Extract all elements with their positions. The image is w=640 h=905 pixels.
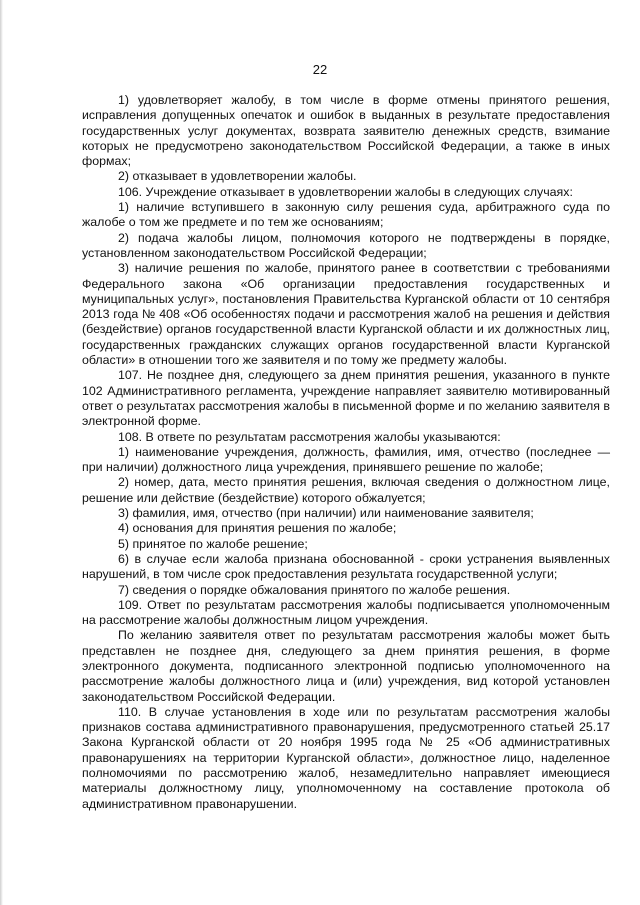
paragraph-106-item-2: 2) подача жалобы лицом, полномочия которого не подтверждены в порядке, установленном законодательством Российской Федерации; [82,230,610,260]
paragraph-106-item-1: 1) наличие вступившего в законную силу решения суда, арбитражного суда по жалобе о том же предмете и по тем же основаниям; [82,200,610,230]
paragraph-108-item-1: 1) наименование учреждения, должность, фамилия, имя, отчество (последнее — при наличии) должностного лица учреждения, принявшего решение по жалобе; [82,444,610,475]
paragraph-105-item-2: 2) отказывает в удовлетворении жалобы. [118,169,357,184]
paragraph-108: 108. В ответе по результатам рассмотрения жалобы указываются: [118,429,501,444]
paragraph-108-item-2: 2) номер, дата, место принятия решения, включая сведения о должностном лице, решение или действие (бездействие) которого обжалуется; [82,475,610,505]
paragraph-108-item-5: 5) принятое по жалобе решение; [118,536,308,551]
paragraph-108-item-6: 6) в случае если жалоба признана обоснованной - сроки устранения выявленных нарушений, в том числе срок предоставления результата государственной услуги; [82,551,610,582]
page-number: 22 [312,62,328,77]
scan-edge-shadow [0,0,3,905]
paragraph-109-electronic: По желанию заявителя ответ по результатам рассмотрения жалобы может быть представлен не позднее дня, следующего за днем принятия решения, в форме электронного документа, подписанного электронной подписью уполномоченного на рассмотрение жалобы должностного лица и (или) учреждения, вид которой установлен законодательством Российской Федерации. [82,628,610,704]
paragraph-110: 110. В случае установления в ходе или по результатам рассмотрения жалобы признаков состава административного правонарушения, предусмотренного статьей 25.17 Закона Курганской области от 20 ноября 1995 года № 25 «Об административных правонарушениях на территории Курганской области», должностное лицо, наделенное полномочиями по рассмотрению жалоб, незамедлительно направляет имеющиеся материалы должностному лицу, уполномоченному на составление протокола об административном правонарушении. [82,704,610,811]
document-body [82,93,610,812]
paragraph-109: 109. Ответ по результатам рассмотрения жалобы подписывается уполномоченным на рассмотрение жалобы должностным лицом учреждения. [82,597,610,628]
paragraph-108-item-7: 7) сведения о порядке обжалования принятого по жалобе решения. [118,582,511,597]
paragraph-107: 107. Не позднее дня, следующего за днем принятия решения, указанного в пункте 102 Административного регламента, учреждение направляет заявителю мотивированный ответ о результатах рассмотрения жалобы в письменной форме и по желанию заявителя в электронной форме. [82,368,610,429]
paragraph-106-item-3: 3) наличие решения по жалобе, принятого ранее в соответствии с требованиями Федерального закона «Об организации предоставления государственных и муниципальных услуг», постановления Правительства Курганской области от 10 сентября 2013 года № 408 «Об особенностях подачи и рассмотрения жалоб на решения и действия (бездействие) органов государственной власти Курганской области и их должностных лиц, государственных гражданских служащих органов государственной власти Курганской области» в отношении того же заявителя и по тому же предмету жалобы. [82,261,610,368]
paragraph-106: 106. Учреждение отказывает в удовлетворении жалобы в следующих случаях: [118,184,573,199]
paragraph-108-item-4: 4) основания для принятия решения по жалобе; [118,521,397,536]
paragraph-105-item-1: 1) удовлетворяет жалобу, в том числе в форме отмены принятого решения, исправления допущенных опечаток и ошибок в выданных в результате предоставления государственных услуг документах, возврата заявителю денежных средств, взимание которых не предусмотрено законодательством Российской Федерации, а также в иных формах; [82,93,610,169]
paragraph-108-item-3: 3) фамилия, имя, отчество (при наличии) или наименование заявителя; [118,506,534,521]
